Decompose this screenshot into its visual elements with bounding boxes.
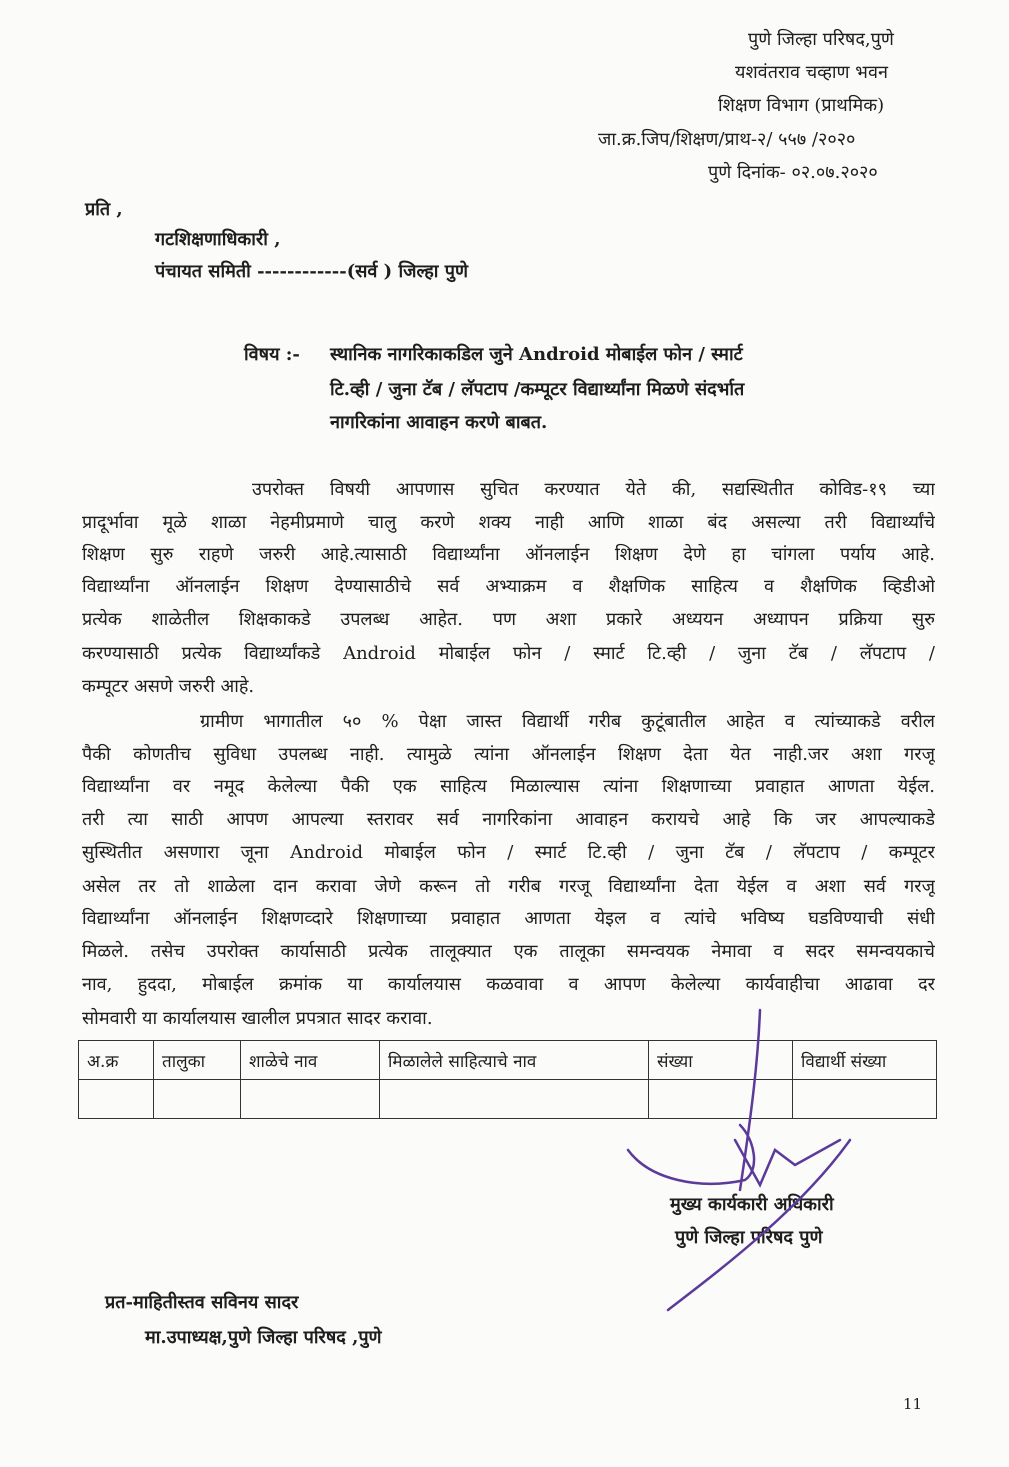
table-cell <box>649 1080 793 1119</box>
paragraph-line: करण्यासाठी प्रत्येक विद्यार्थ्यांकडे Android मोबाईल फोन / स्मार्ट टि.व्ही / जुना टॅब / लॅपटाप / <box>82 643 935 664</box>
table-cell <box>793 1080 937 1119</box>
paragraph-line: तरी त्या साठी आपण आपल्या स्तरावर सर्व नागरिकांना आवाहन करायचे आहे कि जर आपल्याकडे <box>82 809 935 830</box>
subject-line: टि.व्ही / जुना टॅब / लॅपटाप /कम्पूटर विद्यार्थ्यांना मिळणे संदर्भात <box>330 379 745 400</box>
column-header: शाळेचे नाव <box>241 1041 380 1080</box>
signatory-office: पुणे जिल्हा परिषद पुणे <box>675 1227 823 1248</box>
recipient-line-1: गटशिक्षणाधिकारी , <box>155 229 281 250</box>
paragraph-line: पैकी कोणतीच सुविधा उपलब्ध नाही. त्यामुळे त्यांना ऑनलाईन शिक्षण देता येत नाही.जर अशा गरजू <box>82 744 935 765</box>
table-header-row <box>79 1041 937 1080</box>
office-name: पुणे जिल्हा परिषद,पुणे <box>748 29 894 50</box>
paragraph-line: उपरोक्त विषयी आपणास सुचित करण्यात येते की, सद्यस्थितीत कोविड-१९ च्या <box>252 479 935 500</box>
column-header: अ.क्र <box>79 1041 154 1080</box>
recipient-line-2: पंचायत समिती ------------(सर्व ) जिल्हा पुणे <box>155 261 468 282</box>
paragraph-line: ग्रामीण भागातील ५० % पेक्षा जास्त विद्यार्थी गरीब कुटूंबातील आहेत व त्यांच्याकडे वरील <box>200 711 935 732</box>
building-name: यशवंतराव चव्हाण भवन <box>735 62 888 83</box>
page-number: 11 <box>903 1395 923 1413</box>
prati-label: प्रति , <box>85 199 123 220</box>
copy-line-2: मा.उपाध्यक्ष,पुणे जिल्हा परिषद ,पुणे <box>145 1327 382 1348</box>
paragraph-line: विद्यार्थ्यांना ऑनलाईन शिक्षण देण्यासाठीचे सर्व अभ्याक्रम व शैक्षणिक साहित्य व शैक्षणिक व्हिडीओ <box>82 576 935 597</box>
paragraph-line: विद्यार्थ्यांना वर नमूद केलेल्या पैकी एक साहित्य मिळाल्यास त्यांना शिक्षणाच्या प्रवाहात आणता येईल. <box>82 776 935 797</box>
letter-date: पुणे दिनांक- ०२.०७.२०२० <box>708 162 878 183</box>
table-cell <box>241 1080 380 1119</box>
column-header: तालुका <box>154 1041 241 1080</box>
paragraph-line: असेल तर तो शाळेला दान करावा जेणे करून तो गरीब गरजू विद्यार्थ्यांना देता येईल व अशा सर्व गरजू <box>82 876 935 897</box>
subject-line: नागरिकांना आवाहन करणे बाबत. <box>330 412 548 433</box>
paragraph-line: सोमवारी या कार्यालयास खालील प्रपत्रात सादर करावा. <box>82 1008 433 1029</box>
paragraph-line: प्रत्येक शाळेतील शिक्षकाकडे उपलब्ध आहेत. पण अशा प्रकारे अध्ययन अध्यापन प्रक्रिया सुरु <box>82 609 935 630</box>
column-header: संख्या <box>649 1041 793 1080</box>
department: शिक्षण विभाग (प्राथमिक) <box>718 95 885 116</box>
subject-line: स्थानिक नागरिकाकडिल जुने Android मोबाईल फोन / स्मार्ट <box>330 344 743 365</box>
copy-line-1: प्रत-माहितीस्तव सविनय सादर <box>105 1292 299 1313</box>
paragraph-line: कम्पूटर असणे जरुरी आहे. <box>82 676 255 697</box>
column-header: विद्यार्थी संख्या <box>793 1041 937 1080</box>
paragraph-line: मिळले. तसेच उपरोक्त कार्यासाठी प्रत्येक तालूक्यात एक तालूका समन्वयक नेमावा व सदर समन्वयकाचे <box>82 941 935 962</box>
column-header: मिळालेले साहित्याचे नाव <box>380 1041 649 1080</box>
report-format-table <box>78 1040 937 1119</box>
table-row <box>79 1080 937 1119</box>
paragraph-line: शिक्षण सुरु राहणे जरुरी आहे.त्यासाठी विद्यार्थ्यांना ऑनलाईन शिक्षण देणे हा चांगला पर्याय आहे. <box>82 544 935 565</box>
paragraph-line: सुस्थितीत असणारा जूना Android मोबाईल फोन / स्मार्ट टि.व्ही / जुना टॅब / लॅपटाप / कम्पूटर <box>82 842 935 863</box>
reference-number: जा.क्र.जिप/शिक्षण/प्राथ-२/ ५५७ /२०२० <box>598 129 856 150</box>
paragraph-line: विद्यार्थ्यांना ऑनलाईन शिक्षणव्दारे शिक्षणाच्या प्रवाहात आणता येइल व त्यांचे भविष्य घडविण्याची संधी <box>82 908 935 929</box>
paragraph-line: प्रादूर्भावा मूळे शाळा नेहमीप्रमाणे चालु करणे शक्य नाही आणि शाळा बंद असल्या तरी विद्यार्थ्यांचे <box>82 512 935 533</box>
table-cell <box>380 1080 649 1119</box>
paragraph-line: नाव, हुददा, मोबाईल क्रमांक या कार्यालयास कळवावा व आपण केलेल्या कार्यवाहीचा आढावा दर <box>82 974 935 995</box>
table-cell <box>154 1080 241 1119</box>
subject-label: विषय :- <box>244 344 300 365</box>
table-cell <box>79 1080 154 1119</box>
signatory-designation: मुख्य कार्यकारी अधिकारी <box>670 1194 834 1215</box>
